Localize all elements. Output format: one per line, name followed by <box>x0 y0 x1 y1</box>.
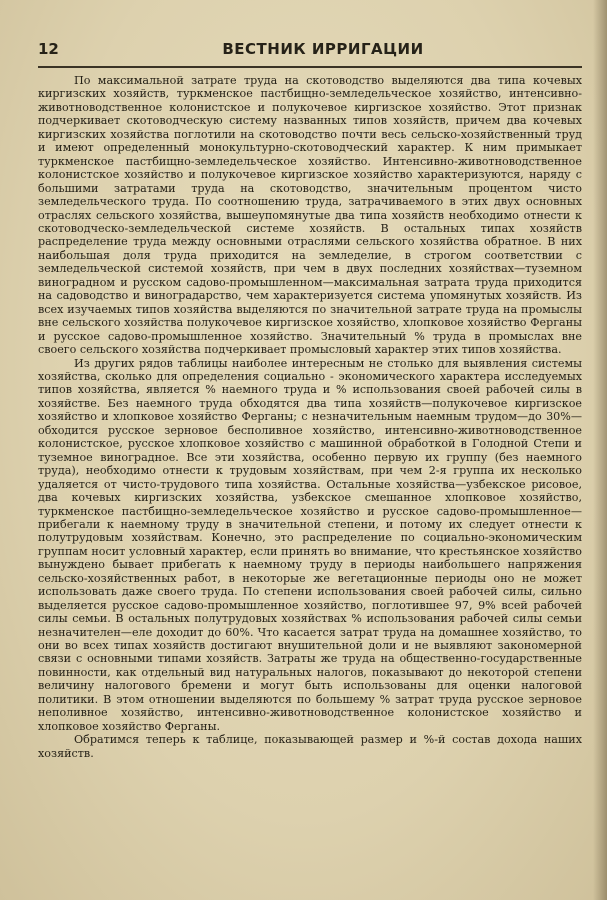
header-rule <box>38 66 582 68</box>
page-number: 12 <box>38 40 59 58</box>
journal-title: ВЕСТНИК ИРРИГАЦИИ <box>222 40 424 58</box>
paragraph-3: Обратимся теперь к таблице, показывающей размер и %-й состав дохода наших хозяйств. <box>38 733 582 760</box>
page-header <box>38 38 578 64</box>
article-body <box>38 74 582 864</box>
page-edge-shadow <box>593 0 607 900</box>
paragraph-2: Из других рядов таблицы наиболее интересным не столько для выявления системы хозяйства, сколько для определения социально - экономического характера исследуемых типов хозяйства, является % наемного труда и % использования своей рабочей силы в хозяйстве. Без наемного труда обходятся два типа хозяйств—полукочевое киргизское хозяйство и хлопковое хозяйство Ферганы; с незначительным наемным трудом—до 30%—обходится русское зерновое бесполивное хозяйство, интенсивно-животноводственное колонистское, русское хлопковое хозяйство с машинной обработкой в Голодной Степи и туземное виноградное. Все эти хозяйства, особенно первую их группу (без наемного труда), необходимо отнести к трудовым хозяйствам, при чем 2-я группа их несколько удаляется от чисто-трудового типа хозяйства. Остальные хозяйства—узбекское рисовое, два кочевых киргизских хозяйства, узбекское смешанное хлопковое хозяйство, туркменское пастбищно-земледельческое хозяйство и русское садово-промышленное—прибегали к наемному труду в значительной степени, и потому их следует отнести к полутрудовым хозяйствам. Конечно, это распределение по социально-экономическим группам носит условный характер, если принять во внимание, что крестьянское хозяйство вынуждено бывает прибегать к наемному труду в периоды наибольшего напряжения сельско-хозяйственных работ, в некоторые же вегетационные периоды оно не может использовать даже своего труда. По степени использования своей рабочей силы, сильно выделяется русское садово-промышленное хозяйство, поглотившее 97, 9% всей рабочей силы семьи. В остальных полутрудовых хозяйствах % использования рабочей силы семьи незначителен—еле доходит до 60%. Что касается затрат труда на домашнее хозяйство, то они во всех типах хозяйств достигают внушительной доли и не выявляют закономерной связи с основными типами хозяйств. Затраты же труда на общественно-государственные повинности, как отдельный вид натуральных налогов, показывают до некоторой степени величину налогового бремени и могут быть использованы для оценки налоговой политики. В этом отношении выделяются по большему % затрат труда русское зерновое неполивное хозяйство, интенсивно-животноводственное колонистское хозяйство и хлопковое хозяйство Ферганы. <box>38 356 582 733</box>
paragraph-1: По максимальной затрате труда на скотоводство выделяются два типа кочевых киргизских хозяйств, туркменское пастбищно-земледельческое хозяйство, интенсивно-животноводственное колонистское и полукочевое киргизское хозяйство. Этот признак подчеркивает скотоводческую систему названных типов хозяйств, причем два кочевых киргизских хозяйства поглотили на скотоводство почти весь сельско-хозяйственный труд и имеют определенный монокультурно-скотоводческий характер. К ним примыкает туркменское пастбищно-земледельческое хозяйство. Интенсивно-животноводственное колонистское хозяйство и полукочевое киргизское хозяйство характеризуются, наряду с большими затратами труда на скотоводство, значительным процентом чисто земледельческого труда. По соотношению труда, затрачиваемого в этих двух основных отраслях сельского хозяйства, вышеупомянутые два типа хозяйств необходимо отнести к скотоводческо-земледельческой системе хозяйств. В остальных типах хозяйств распределение труда между основными отраслями сельского хозяйства обратное. В них наибольшая доля труда приходится на земледелие, в строгом соответствии с земледельческой системой хозяйств, при чем в двух последних хозяйствах—туземном виноградном и русском садово-промышленном—максимальная затрата труда приходится на садоводство и виноградарство, чем характеризуется система упомянутых хозяйств. Из всех изучаемых типов хозяйства выделяются по значительной затрате труда на промыслы вне сельского хозяйства полукочевое киргизское хозяйство, хлопковое хозяйство Ферганы и русское садово-промышленное хозяйство. Значительный % труда в промыслах вне своего сельского хозяйства подчеркивает промысловый характер этих типов хозяйства. <box>38 74 582 357</box>
